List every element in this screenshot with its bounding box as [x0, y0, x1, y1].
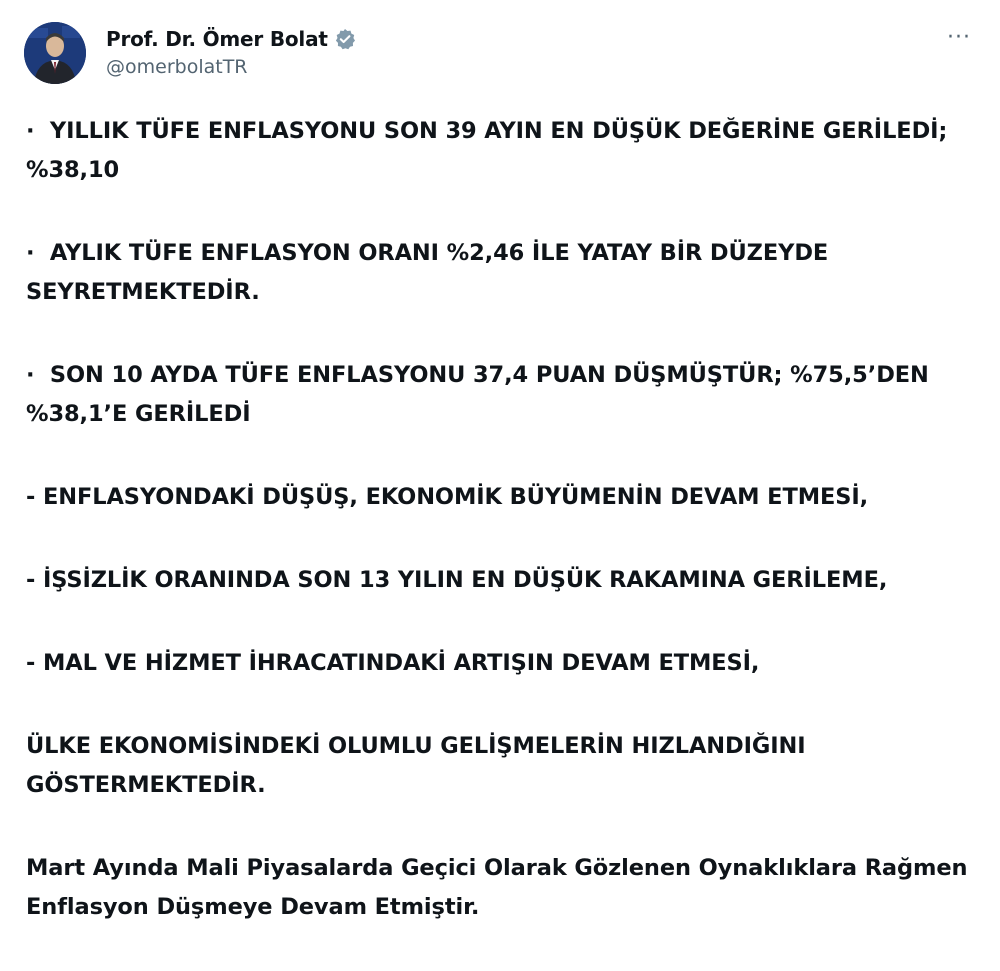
author-names [106, 24, 356, 78]
tweet-paragraph-3: · SON 10 AYDA TÜFE ENFLASYONU 37,4 PUAN DÜŞMÜŞTÜR; %75,5’DEN %38,1’E GERİLEDİ [26, 362, 937, 427]
verified-badge-icon [334, 28, 356, 50]
avatar[interactable] [24, 22, 86, 84]
tweet-paragraph-5: - İŞSİZLİK ORANINDA SON 13 YILIN EN DÜŞÜK RAKAMINA GERİLEME, [26, 567, 888, 593]
more-options-icon[interactable]: ··· [947, 24, 971, 50]
tweet-paragraph-6: - MAL VE HİZMET İHRACATINDAKİ ARTIŞIN DEVAM ETMESİ, [26, 650, 760, 676]
tweet-paragraph-2: · AYLIK TÜFE ENFLASYON ORANI %2,46 İLE YATAY BİR DÜZEYDE SEYRETMEKTEDİR. [26, 240, 836, 305]
tweet-text [26, 112, 976, 971]
tweet-paragraph-1: · YILLIK TÜFE ENFLASYONU SON 39 AYIN EN DÜŞÜK DEĞERİNE GERİLEDİ; %38,10 [26, 118, 956, 183]
display-name[interactable]: Prof. Dr. Ömer Bolat [106, 27, 328, 51]
author-handle[interactable]: @omerbolatTR [106, 56, 248, 78]
tweet-paragraph-4: - ENFLASYONDAKİ DÜŞÜŞ, EKONOMİK BÜYÜMENİN DEVAM ETMESİ, [26, 484, 869, 510]
tweet-paragraph-7: ÜLKE EKONOMİSİNDEKİ OLUMLU GELİŞMELERİN HIZLANDIĞINI GÖSTERMEKTEDİR. [26, 733, 814, 798]
display-name-row [106, 24, 356, 54]
tweet-paragraph-8: Mart Ayında Mali Piyasalarda Geçici Olarak Gözlenen Oynaklıklara Rağmen Enflasyon Düşmeye Devam Etmiştir. [26, 855, 976, 920]
tweet-header [24, 22, 976, 86]
